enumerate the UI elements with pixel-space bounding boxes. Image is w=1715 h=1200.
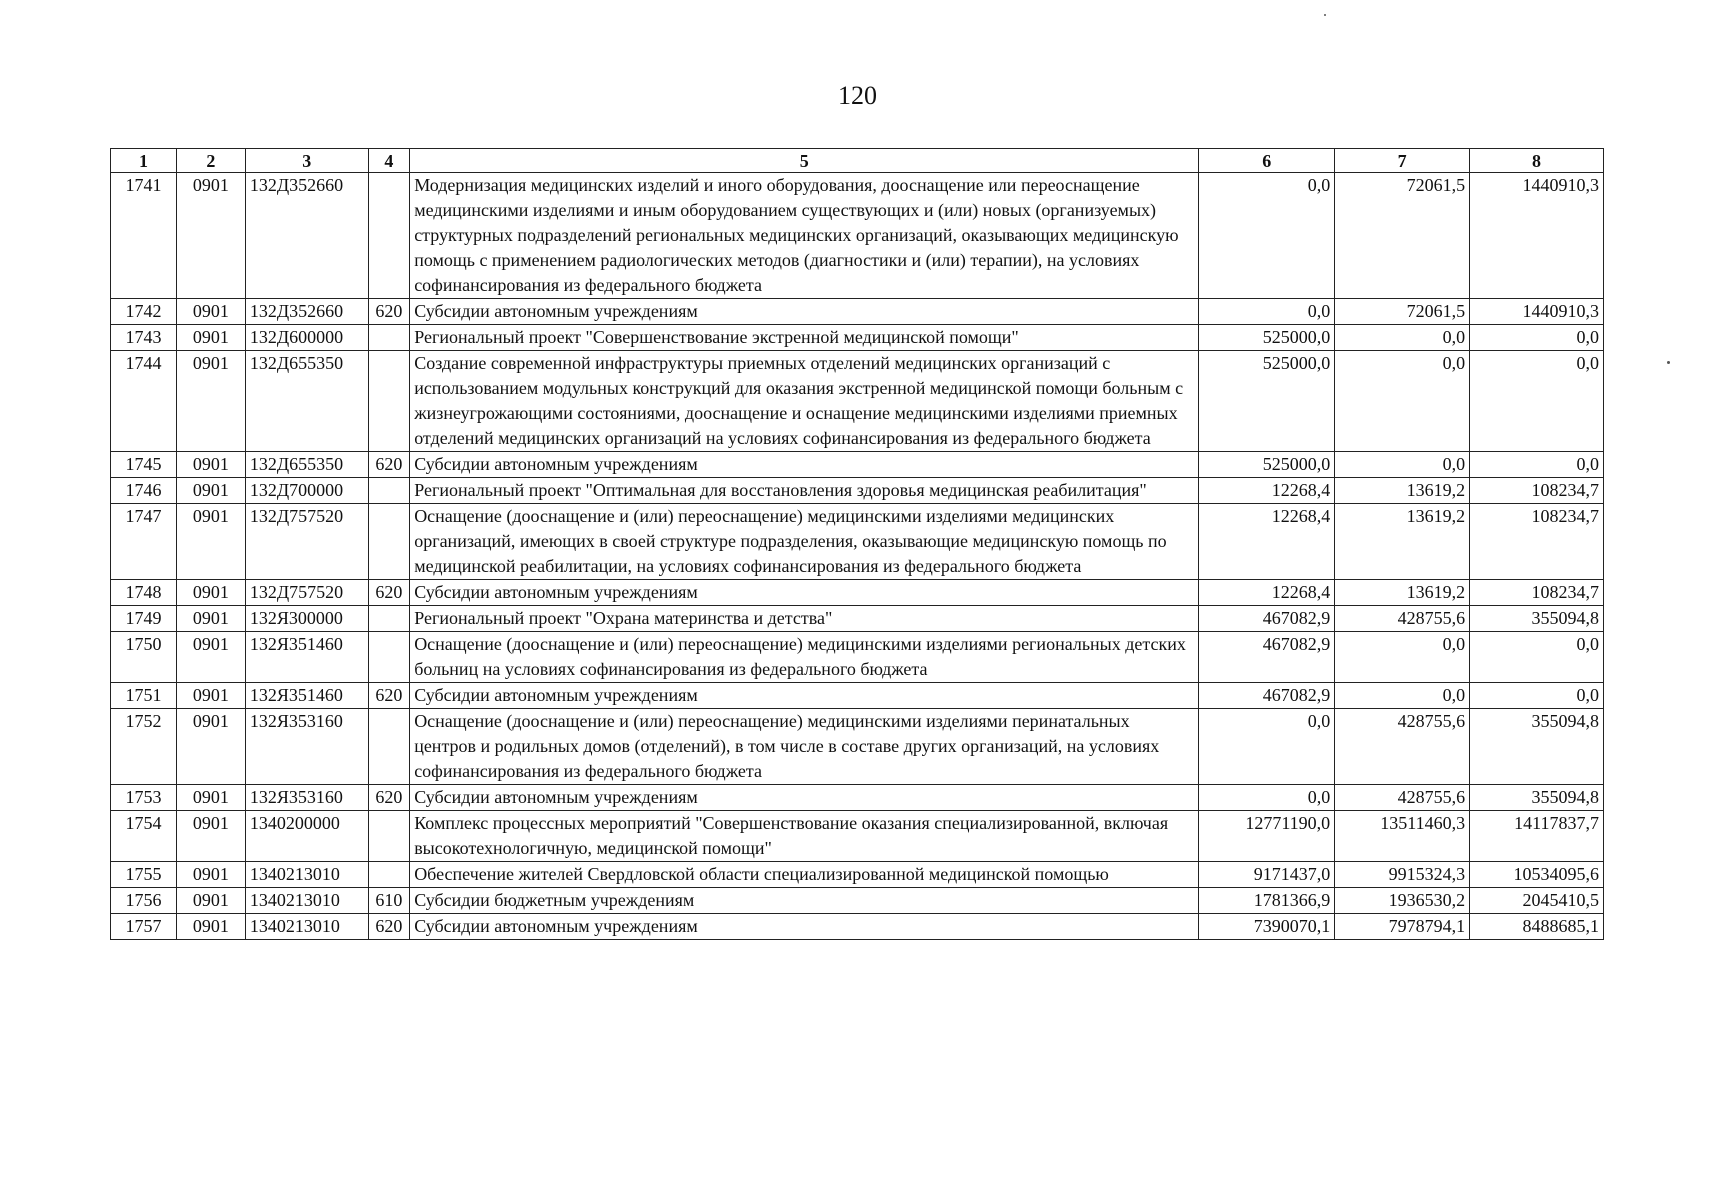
header-col-3: 3 <box>245 149 368 173</box>
amount-col-8: 355094,8 <box>1470 785 1604 811</box>
section-code: 0901 <box>176 709 245 785</box>
row-number: 1757 <box>111 914 177 940</box>
item-name: Субсидии автономным учреждениям <box>410 914 1199 940</box>
item-name: Модернизация медицинских изделий и иного оборудования, дооснащение или переоснащение медицинскими изделиями и иным оборудованием существующих и (или) новых (организуемых) структурных подразделений региональных медицинских организаций, оказывающих медицинскую помощь с применением радиологических методов (диагностики и (или) терапии), на условиях софинансирования из федерального бюджета <box>410 173 1199 299</box>
header-col-1: 1 <box>111 149 177 173</box>
row-number: 1744 <box>111 351 177 452</box>
header-col-7: 7 <box>1335 149 1470 173</box>
target-code: 132Д655350 <box>245 351 368 452</box>
table-row <box>111 914 1604 940</box>
row-number: 1746 <box>111 478 177 504</box>
expense-type <box>368 504 410 580</box>
target-code: 132Я353160 <box>245 709 368 785</box>
table-row <box>111 325 1604 351</box>
section-code: 0901 <box>176 504 245 580</box>
amount-col-8: 0,0 <box>1470 683 1604 709</box>
header-col-6: 6 <box>1199 149 1335 173</box>
header-col-2: 2 <box>176 149 245 173</box>
amount-col-8: 0,0 <box>1470 452 1604 478</box>
row-number: 1753 <box>111 785 177 811</box>
scan-speck <box>1667 361 1670 364</box>
table-row <box>111 811 1604 862</box>
expense-type <box>368 811 410 862</box>
target-code: 132Д352660 <box>245 299 368 325</box>
item-name: Обеспечение жителей Свердловской области специализированной медицинской помощью <box>410 862 1199 888</box>
amount-col-8: 0,0 <box>1470 325 1604 351</box>
target-code: 132Я351460 <box>245 632 368 683</box>
row-number: 1749 <box>111 606 177 632</box>
expense-type <box>368 173 410 299</box>
item-name: Субсидии бюджетным учреждениям <box>410 888 1199 914</box>
amount-col-6: 12268,4 <box>1199 580 1335 606</box>
section-code: 0901 <box>176 606 245 632</box>
expense-type: 620 <box>368 299 410 325</box>
table-row <box>111 606 1604 632</box>
target-code: 132Д700000 <box>245 478 368 504</box>
amount-col-6: 467082,9 <box>1199 683 1335 709</box>
row-number: 1748 <box>111 580 177 606</box>
amount-col-6: 1781366,9 <box>1199 888 1335 914</box>
item-name: Оснащение (дооснащение и (или) переоснащение) медицинскими изделиями перинатальных центров и родильных домов (отделений), в том числе в составе других организаций, на условиях софинансирования из федерального бюджета <box>410 709 1199 785</box>
header-col-4: 4 <box>368 149 410 173</box>
amount-col-7: 428755,6 <box>1335 709 1470 785</box>
section-code: 0901 <box>176 325 245 351</box>
amount-col-6: 12268,4 <box>1199 504 1335 580</box>
table-row <box>111 888 1604 914</box>
row-number: 1756 <box>111 888 177 914</box>
amount-col-6: 467082,9 <box>1199 606 1335 632</box>
section-code: 0901 <box>176 478 245 504</box>
expense-type <box>368 325 410 351</box>
expense-type: 620 <box>368 452 410 478</box>
row-number: 1752 <box>111 709 177 785</box>
table-row <box>111 683 1604 709</box>
amount-col-8: 2045410,5 <box>1470 888 1604 914</box>
amount-col-7: 9915324,3 <box>1335 862 1470 888</box>
expense-type <box>368 632 410 683</box>
row-number: 1755 <box>111 862 177 888</box>
amount-col-6: 525000,0 <box>1199 452 1335 478</box>
table-row <box>111 478 1604 504</box>
amount-col-8: 8488685,1 <box>1470 914 1604 940</box>
amount-col-8: 0,0 <box>1470 351 1604 452</box>
amount-col-7: 428755,6 <box>1335 606 1470 632</box>
table-row <box>111 709 1604 785</box>
amount-col-7: 13619,2 <box>1335 504 1470 580</box>
amount-col-7: 13511460,3 <box>1335 811 1470 862</box>
row-number: 1742 <box>111 299 177 325</box>
amount-col-7: 0,0 <box>1335 325 1470 351</box>
amount-col-6: 0,0 <box>1199 299 1335 325</box>
amount-col-6: 9171437,0 <box>1199 862 1335 888</box>
amount-col-6: 7390070,1 <box>1199 914 1335 940</box>
section-code: 0901 <box>176 785 245 811</box>
target-code: 132Я300000 <box>245 606 368 632</box>
amount-col-7: 0,0 <box>1335 683 1470 709</box>
amount-col-7: 0,0 <box>1335 351 1470 452</box>
table-row <box>111 862 1604 888</box>
amount-col-6: 0,0 <box>1199 709 1335 785</box>
amount-col-7: 0,0 <box>1335 632 1470 683</box>
table-row <box>111 580 1604 606</box>
row-number: 1741 <box>111 173 177 299</box>
amount-col-7: 7978794,1 <box>1335 914 1470 940</box>
item-name: Оснащение (дооснащение и (или) переоснащение) медицинскими изделиями медицинских организаций, имеющих в своей структуре подразделения, оказывающие медицинскую помощь по медицинской реабилитации, на условиях софинансирования из федерального бюджета <box>410 504 1199 580</box>
section-code: 0901 <box>176 452 245 478</box>
row-number: 1754 <box>111 811 177 862</box>
target-code: 132Д757520 <box>245 504 368 580</box>
expense-type <box>368 862 410 888</box>
table-body <box>111 173 1604 940</box>
target-code: 132Я353160 <box>245 785 368 811</box>
expense-type <box>368 478 410 504</box>
section-code: 0901 <box>176 862 245 888</box>
table-row <box>111 299 1604 325</box>
expense-type: 620 <box>368 785 410 811</box>
amount-col-8: 108234,7 <box>1470 580 1604 606</box>
amount-col-6: 12771190,0 <box>1199 811 1335 862</box>
section-code: 0901 <box>176 888 245 914</box>
item-name: Субсидии автономным учреждениям <box>410 299 1199 325</box>
table-row <box>111 452 1604 478</box>
page-number: 120 <box>838 81 877 110</box>
row-number: 1743 <box>111 325 177 351</box>
row-number: 1750 <box>111 632 177 683</box>
amount-col-8: 14117837,7 <box>1470 811 1604 862</box>
budget-table <box>110 148 1604 940</box>
amount-col-7: 1936530,2 <box>1335 888 1470 914</box>
item-name: Субсидии автономным учреждениям <box>410 683 1199 709</box>
amount-col-8: 108234,7 <box>1470 504 1604 580</box>
amount-col-6: 467082,9 <box>1199 632 1335 683</box>
item-name: Региональный проект "Совершенствование экстренной медицинской помощи" <box>410 325 1199 351</box>
target-code: 1340213010 <box>245 888 368 914</box>
amount-col-6: 0,0 <box>1199 173 1335 299</box>
item-name: Субсидии автономным учреждениям <box>410 452 1199 478</box>
amount-col-7: 0,0 <box>1335 452 1470 478</box>
target-code: 132Д757520 <box>245 580 368 606</box>
row-number: 1745 <box>111 452 177 478</box>
section-code: 0901 <box>176 299 245 325</box>
item-name: Региональный проект "Охрана материнства и детства" <box>410 606 1199 632</box>
target-code: 132Д655350 <box>245 452 368 478</box>
amount-col-7: 13619,2 <box>1335 580 1470 606</box>
section-code: 0901 <box>176 914 245 940</box>
section-code: 0901 <box>176 351 245 452</box>
expense-type: 610 <box>368 888 410 914</box>
amount-col-6: 525000,0 <box>1199 351 1335 452</box>
item-name: Субсидии автономным учреждениям <box>410 785 1199 811</box>
target-code: 1340213010 <box>245 914 368 940</box>
amount-col-7: 72061,5 <box>1335 173 1470 299</box>
expense-type: 620 <box>368 683 410 709</box>
row-number: 1751 <box>111 683 177 709</box>
item-name: Оснащение (дооснащение и (или) переоснащение) медицинскими изделиями региональных детских больниц на условиях софинансирования из федерального бюджета <box>410 632 1199 683</box>
scan-speck <box>1324 14 1326 16</box>
amount-col-8: 355094,8 <box>1470 709 1604 785</box>
target-code: 132Я351460 <box>245 683 368 709</box>
header-row <box>111 149 1604 173</box>
amount-col-8: 10534095,6 <box>1470 862 1604 888</box>
target-code: 1340200000 <box>245 811 368 862</box>
amount-col-7: 428755,6 <box>1335 785 1470 811</box>
expense-type: 620 <box>368 914 410 940</box>
item-name: Создание современной инфраструктуры приемных отделений медицинских организаций с использованием модульных конструкций для оказания экстренной медицинской помощи больным с жизнеугрожающими состояниями, дооснащение и оснащение медицинскими изделиями приемных отделений медицинских организаций на условиях софинансирования из федерального бюджета <box>410 351 1199 452</box>
item-name: Региональный проект "Оптимальная для восстановления здоровья медицинская реабилитация" <box>410 478 1199 504</box>
amount-col-6: 12268,4 <box>1199 478 1335 504</box>
amount-col-8: 1440910,3 <box>1470 299 1604 325</box>
table-row <box>111 504 1604 580</box>
item-name: Комплекс процессных мероприятий "Совершенствование оказания специализированной, включая высокотехнологичную, медицинской помощи" <box>410 811 1199 862</box>
section-code: 0901 <box>176 173 245 299</box>
amount-col-8: 1440910,3 <box>1470 173 1604 299</box>
section-code: 0901 <box>176 580 245 606</box>
header-col-5: 5 <box>410 149 1199 173</box>
section-code: 0901 <box>176 632 245 683</box>
target-code: 132Д352660 <box>245 173 368 299</box>
row-number: 1747 <box>111 504 177 580</box>
header-col-8: 8 <box>1470 149 1604 173</box>
amount-col-8: 108234,7 <box>1470 478 1604 504</box>
target-code: 132Д600000 <box>245 325 368 351</box>
amount-col-6: 525000,0 <box>1199 325 1335 351</box>
amount-col-8: 0,0 <box>1470 632 1604 683</box>
amount-col-8: 355094,8 <box>1470 606 1604 632</box>
table-row <box>111 173 1604 299</box>
table-row <box>111 632 1604 683</box>
amount-col-7: 13619,2 <box>1335 478 1470 504</box>
amount-col-7: 72061,5 <box>1335 299 1470 325</box>
section-code: 0901 <box>176 811 245 862</box>
expense-type <box>368 351 410 452</box>
expense-type <box>368 709 410 785</box>
table-row <box>111 785 1604 811</box>
item-name: Субсидии автономным учреждениям <box>410 580 1199 606</box>
target-code: 1340213010 <box>245 862 368 888</box>
expense-type: 620 <box>368 580 410 606</box>
expense-type <box>368 606 410 632</box>
table-row <box>111 351 1604 452</box>
amount-col-6: 0,0 <box>1199 785 1335 811</box>
section-code: 0901 <box>176 683 245 709</box>
